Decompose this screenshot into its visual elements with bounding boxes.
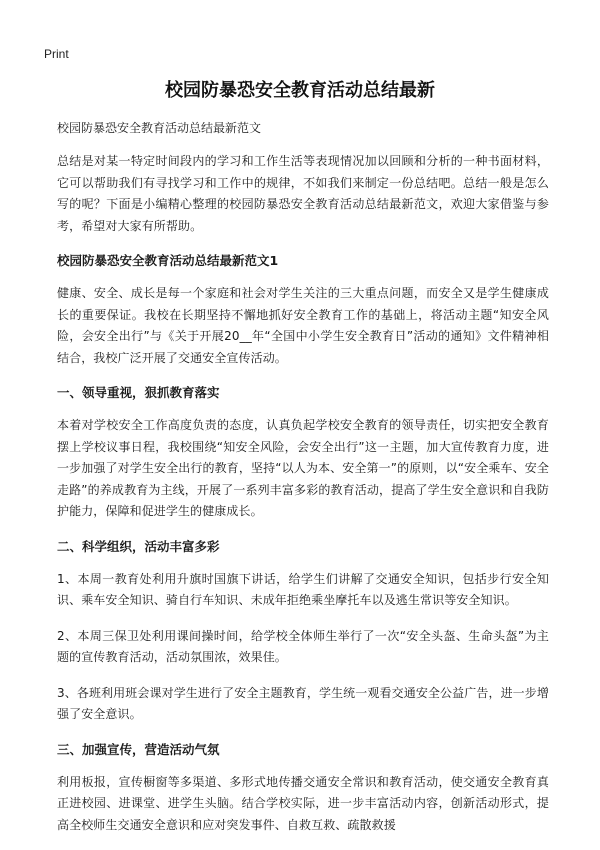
document-subtitle: 校园防暴恐安全教育活动总结最新范文 bbox=[57, 121, 262, 135]
paragraph-4: 2、本周三保卫处利用课间操时间，给学校全体师生举行了一次“安全头盔、生命头盔”为主题的宣传教育活动，活动氛围浓，效果佳。 bbox=[57, 628, 549, 664]
heading-3: 三、加强宣传，营造活动气氛 bbox=[57, 741, 220, 757]
document-body bbox=[57, 119, 549, 850]
print-label: Print bbox=[44, 47, 69, 61]
paragraph-6: 利用板报，宣传橱窗等多渠道、多形式地传播交通安全常识和教育活动，使交通安全教育真正进校园、进课堂、进学生头脑。结合学校实际，进一步丰富活动内容，创新活动形式，提高全校师生交通安全意识和应对突发事件、自救互救、疏散救援 bbox=[57, 774, 549, 832]
heading-2: 二、科学组织，活动丰富多彩 bbox=[57, 538, 220, 554]
intro-paragraph: 总结是对某一特定时间段内的学习和工作生活等表现情况加以回顾和分析的一种书面材料，它可以帮助我们有寻找学习和工作中的规律，不如我们来制定一份总结吧。总结一般是怎么写的呢？下面是小编精心整理的校园防暴恐安全教育活动总结最新范文，欢迎大家借鉴与参考，希望对大家有所帮助。 bbox=[57, 154, 549, 233]
paragraph-1: 健康、安全、成长是每一个家庭和社会对学生关注的三大重点问题，而安全又是学生健康成长的重要保证。我校在长期坚持不懈地抓好安全教育工作的基础上，将活动主题“知安全风险，会安全出行”与《关于开展20__年“全国中小学生安全教育日”活动的通知》文件精神相结合，我校广泛开展了交通安全宣传活动。 bbox=[57, 286, 549, 365]
paragraph-2: 本着对学校安全工作高度负责的态度，认真负起学校安全教育的领导责任，切实把安全教育摆上学校议事日程，我校围绕“知安全风险，会安全出行”这一主题，加大宣传教育力度，进一步加强了对学生安全出行的教育，坚持“以人为本、安全第一”的原则，以“安全乘车、安全走路”的养成教育为主线，开展了一系列丰富多彩的教育活动，提高了学生安全意识和自我防护能力，保障和促进学生的健康成长。 bbox=[57, 418, 549, 518]
page-title: 校园防暴恐安全教育活动总结最新 bbox=[165, 80, 435, 101]
paragraph-5: 3、各班利用班会课对学生进行了安全主题教育，学生统一观看交通安全公益广告，进一步增强了安全意识。 bbox=[57, 685, 549, 721]
paragraph-3: 1、本周一教育处利用升旗时国旗下讲话，给学生们讲解了交通安全知识，包括步行安全知识、乘车安全知识、骑自行车知识、未成年拒绝乘坐摩托车以及逃生常识等安全知识。 bbox=[57, 571, 549, 607]
heading-1: 一、领导重视，狠抓教育落实 bbox=[57, 385, 220, 400]
section-title: 校园防暴恐安全教育活动总结最新范文1 bbox=[57, 253, 279, 268]
